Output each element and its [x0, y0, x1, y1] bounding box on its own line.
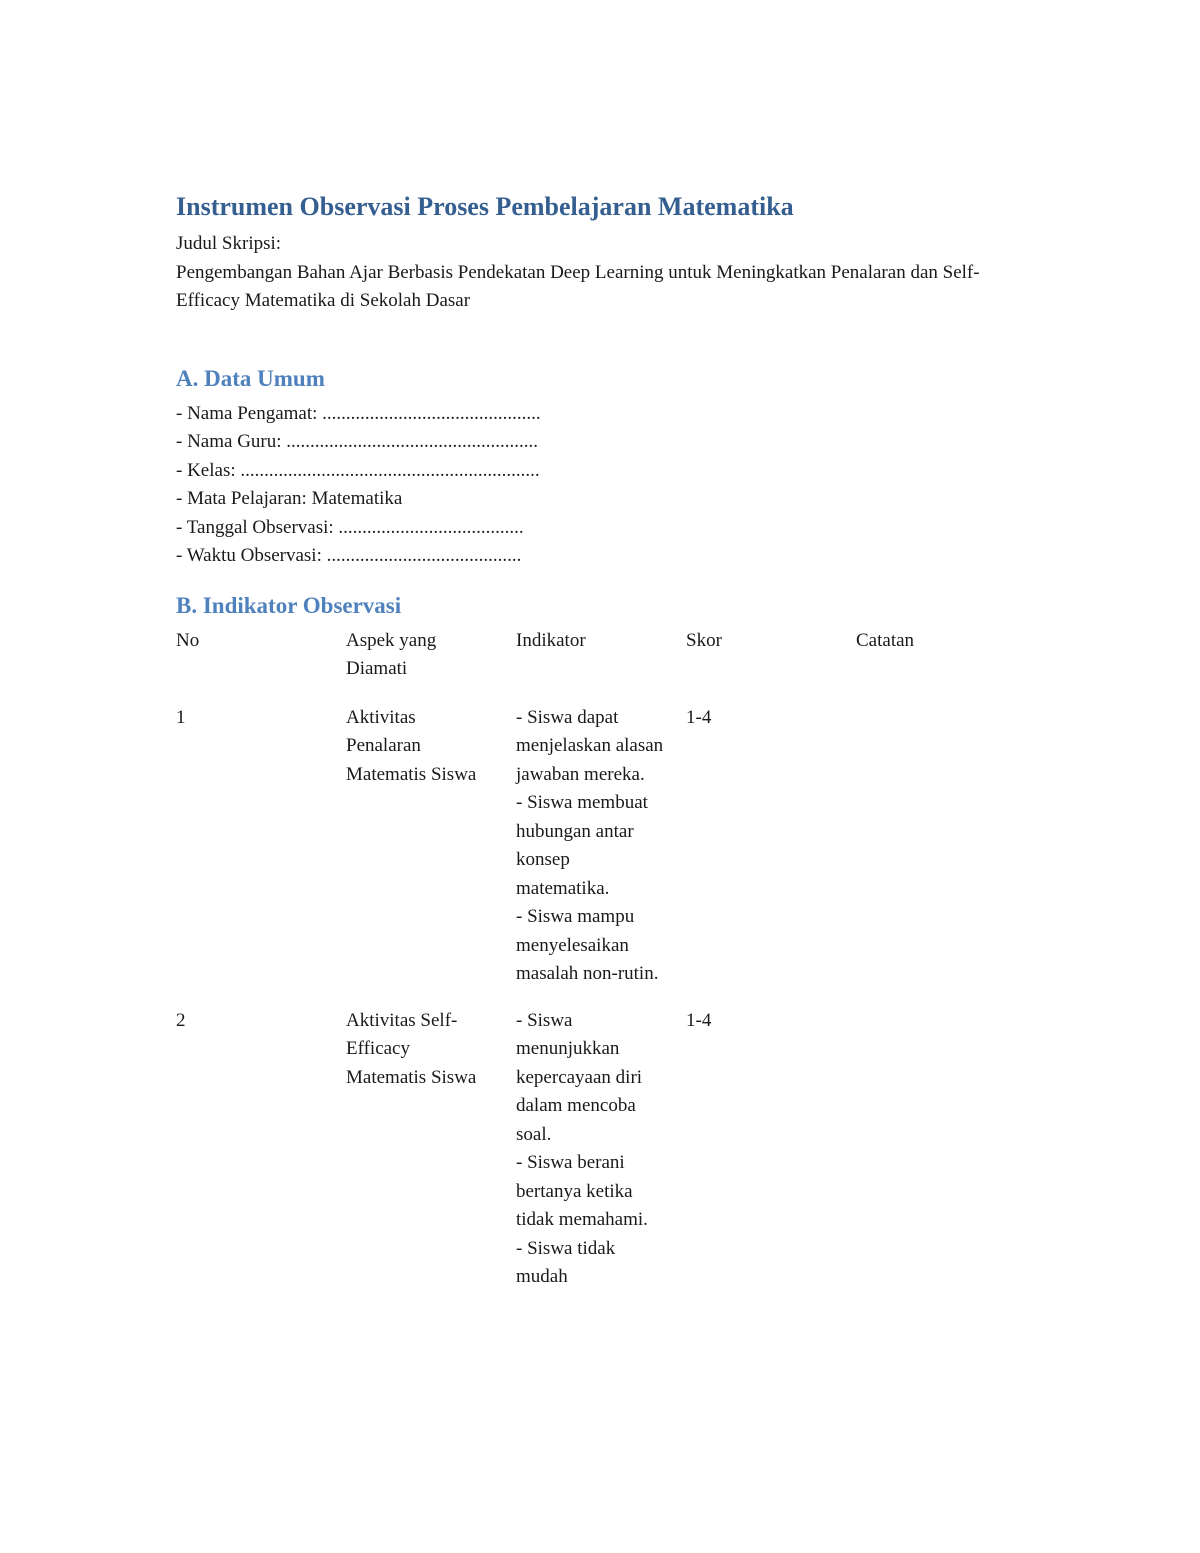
- column-header-score: Skor: [686, 629, 722, 651]
- list-item-teacher-name: - Nama Guru: .....................................................: [176, 431, 539, 452]
- indicator-item: - Siswa dapat menjelaskan alasan jawaban mereka.: [516, 706, 664, 785]
- indicator-item: - Siswa membuat hubungan antar konsep matematika.: [516, 792, 648, 899]
- indicator-item: - Siswa berani bertanya ketika tidak memahami.: [516, 1152, 648, 1230]
- row-indicators: [516, 704, 664, 989]
- table-row: [176, 1007, 1026, 1292]
- list-item-subject: - Mata Pelajaran: Matematika: [176, 488, 403, 509]
- column-header-indicator: Indikator: [516, 629, 586, 651]
- thesis-label: Judul Skripsi:: [176, 233, 282, 254]
- table-row: [176, 704, 1026, 989]
- column-header-aspect: Aspek yang Diamati: [346, 629, 437, 679]
- column-header-notes: Catatan: [856, 629, 915, 651]
- section-a-heading: A. Data Umum: [176, 365, 325, 391]
- column-header-no: No: [176, 629, 200, 651]
- list-item-observer-name: - Nama Pengamat: ..............................................: [176, 402, 541, 424]
- row-score: 1-4: [686, 1009, 712, 1031]
- indicator-item: - Siswa mampu menyelesaikan masalah non-rutin.: [516, 906, 659, 984]
- general-data-list: [176, 400, 1026, 571]
- table-header-row: [176, 627, 1026, 684]
- indicator-item: - Siswa tidak mudah: [516, 1237, 616, 1287]
- row-number: 1: [176, 706, 186, 728]
- document-title: Instrumen Observasi Proses Pembelajaran Matematika: [176, 192, 794, 221]
- thesis-title: Pengembangan Bahan Ajar Berbasis Pendekatan Deep Learning untuk Meningkatkan Penalaran dan Self-Efficacy Matematika di Sekolah Dasar: [176, 261, 980, 311]
- document-content: [176, 190, 1026, 1292]
- list-item-observation-time: - Waktu Observasi: .........................................: [176, 545, 522, 566]
- row-notes: [856, 704, 1026, 989]
- row-notes: [856, 1007, 1026, 1292]
- row-indicators: [516, 1007, 664, 1292]
- list-item-class: - Kelas: ...............................................................: [176, 459, 540, 481]
- row-aspect: Aktivitas Penalaran Matematis Siswa: [346, 706, 477, 785]
- row-aspect: Aktivitas Self-Efficacy Matematis Siswa: [346, 1009, 477, 1088]
- observation-table: [176, 627, 1026, 1292]
- row-score: 1-4: [686, 706, 712, 728]
- indicator-item: - Siswa menunjukkan kepercayaan diri dalam mencoba soal.: [516, 1009, 643, 1145]
- section-b-heading: B. Indikator Observasi: [176, 592, 402, 618]
- list-item-observation-date: - Tanggal Observasi: .......................................: [176, 516, 524, 538]
- row-number: 2: [176, 1009, 186, 1031]
